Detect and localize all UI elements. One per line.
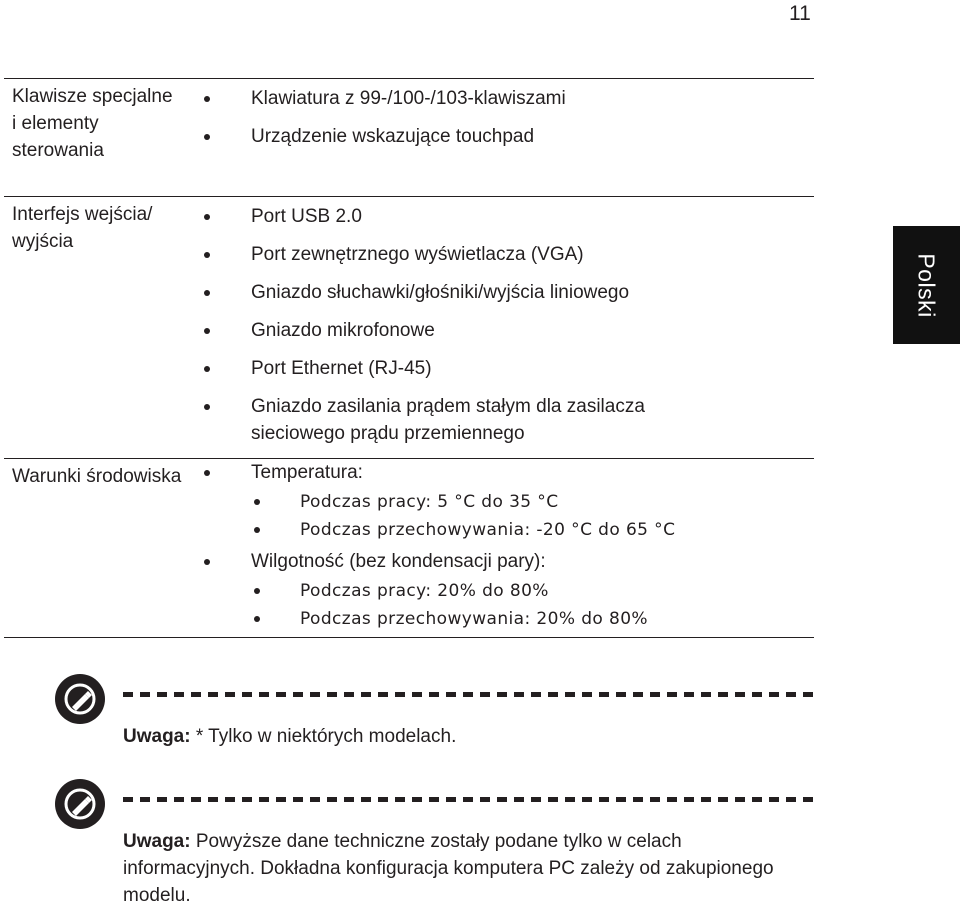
spec-item: Temperatura: <box>200 459 814 486</box>
language-tab-label: Polski <box>913 252 940 318</box>
note-divider <box>123 692 813 697</box>
note-1 <box>55 674 815 754</box>
spec-item: Port USB 2.0 <box>200 203 814 230</box>
bullet-icon <box>204 214 210 220</box>
note-text: Uwaga: Powyższe dane techniczne zostały podane tylko w celach informacyjnych. Dokładna konfiguracja komputera PC zależy od zakupionego modelu. <box>123 831 774 906</box>
bullet-icon <box>204 252 210 258</box>
note-label: Uwaga: <box>123 831 191 852</box>
bullet-icon <box>204 404 210 410</box>
spec-item: Port zewnętrznego wyświetlacza (VGA) <box>200 241 814 268</box>
language-tab <box>893 226 960 344</box>
spec-subitem: Podczas przechowywania: -20 °C do 65 °C <box>200 516 814 544</box>
note-pen-icon <box>55 674 105 724</box>
spec-row-controls <box>4 79 814 196</box>
spec-item: Gniazdo słuchawki/głośniki/wyjścia liniowego <box>200 279 814 306</box>
table-rule <box>4 637 814 638</box>
spec-table <box>4 78 814 638</box>
spec-row-io <box>4 197 814 458</box>
bullet-icon <box>254 499 260 505</box>
bullet-icon <box>204 559 210 565</box>
row-label: Interfejs wejścia/ wyjścia <box>12 204 153 252</box>
bullet-icon <box>254 588 260 594</box>
note-divider <box>123 797 813 802</box>
note-pen-icon <box>55 779 105 829</box>
note-text: Uwaga: * Tylko w niektórych modelach. <box>123 726 457 747</box>
bullet-icon <box>204 328 210 334</box>
spec-subitem: Podczas pracy: 20% do 80% <box>200 577 814 605</box>
note-label: Uwaga: <box>123 726 191 747</box>
spec-item: Gniazdo zasilania prądem stałym dla zasilacza sieciowego prądu przemiennego <box>200 393 721 447</box>
bullet-icon <box>204 134 210 140</box>
bullet-icon <box>254 527 260 533</box>
row-label: Warunki środowiska <box>12 466 182 487</box>
spec-item: Urządzenie wskazujące touchpad <box>200 123 814 150</box>
spec-item: Wilgotność (bez kondensacji pary): <box>200 548 814 575</box>
spec-subitem: Podczas pracy: 5 °C do 35 °C <box>200 488 814 516</box>
spec-item: Gniazdo mikrofonowe <box>200 317 814 344</box>
note-2 <box>55 779 815 909</box>
bullet-icon <box>254 616 260 622</box>
bullet-icon <box>204 366 210 372</box>
spec-row-environment <box>4 459 814 637</box>
row-label: Klawisze specjalne i elementy sterowania <box>12 86 173 161</box>
bullet-icon <box>204 96 210 102</box>
spec-item: Klawiatura z 99-/100-/103-klawiszami <box>200 85 814 112</box>
bullet-icon <box>204 470 210 476</box>
spec-subitem: Podczas przechowywania: 20% do 80% <box>200 605 814 633</box>
bullet-icon <box>204 290 210 296</box>
page-number: 11 <box>789 2 811 25</box>
spec-item: Port Ethernet (RJ-45) <box>200 355 814 382</box>
